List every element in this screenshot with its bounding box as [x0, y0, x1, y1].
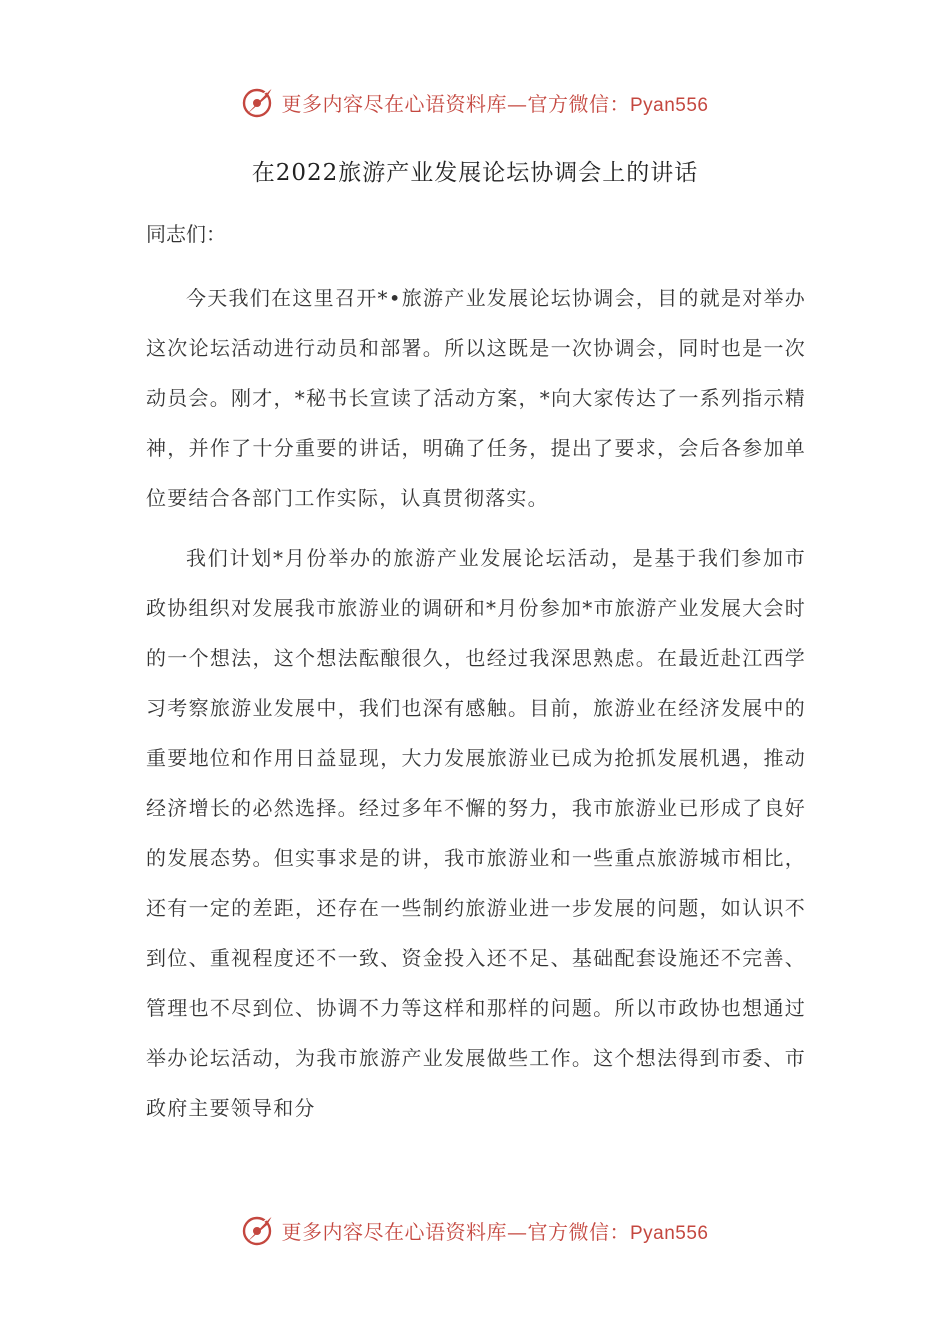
greeting: 同志们： [146, 222, 226, 246]
footer-banner [0, 1210, 950, 1250]
footer-wechat-id: Pyan556 [629, 1222, 709, 1244]
document-title: 在2022旅游产业发展论坛协调会上的讲话 [251, 160, 699, 186]
header-banner [0, 82, 950, 122]
header-wechat-id: Pyan556 [629, 94, 709, 116]
paragraph-1: 今天我们在这里召开*•旅游产业发展论坛协调会，目的就是对举办这次论坛活动进行动员和部署。所以这既是一次协调会，同时也是一次动员会。刚才，*秘书长宣读了活动方案，*向大家传达了一系列指示精神，并作了十分重要的讲话，明确了任务，提出了要求，会后各参加单位要结合各部门工作实际，认真贯彻落实。 [146, 286, 806, 510]
quill-logo-icon [241, 84, 277, 120]
footer-banner-text: 更多内容尽在心语资料库—官方微信：Pyan556 [281, 1219, 709, 1244]
paragraph-2: 我们计划*月份举办的旅游产业发展论坛活动，是基于我们参加市政协组织对发展我市旅游业的调研和*月份参加*市旅游产业发展大会时的一个想法，这个想法酝酿很久，也经过我深思熟虑。在最近赴江西学习考察旅游业发展中，我们也深有感触。目前，旅游业在经济发展中的重要地位和作用日益显现，大力发展旅游业已成为抢抓发展机遇，推动经济增长的必然选择。经过多年不懈的努力，我市旅游业已形成了良好的发展态势。但实事求是的讲，我市旅游业和一些重点旅游城市相比，还有一定的差距，还存在一些制约旅游业进一步发展的问题，如认识不到位、重视程度还不一致、资金投入还不足、基础配套设施还不完善、管理也不尽到位、协调不力等这样和那样的问题。所以市政协也想通过举办论坛活动，为我市旅游产业发展做些工作。这个想法得到市委、市政府主要领导和分 [146, 546, 806, 1120]
quill-logo-icon [241, 1212, 277, 1248]
header-banner-text: 更多内容尽在心语资料库—官方微信：Pyan556 [281, 91, 709, 116]
